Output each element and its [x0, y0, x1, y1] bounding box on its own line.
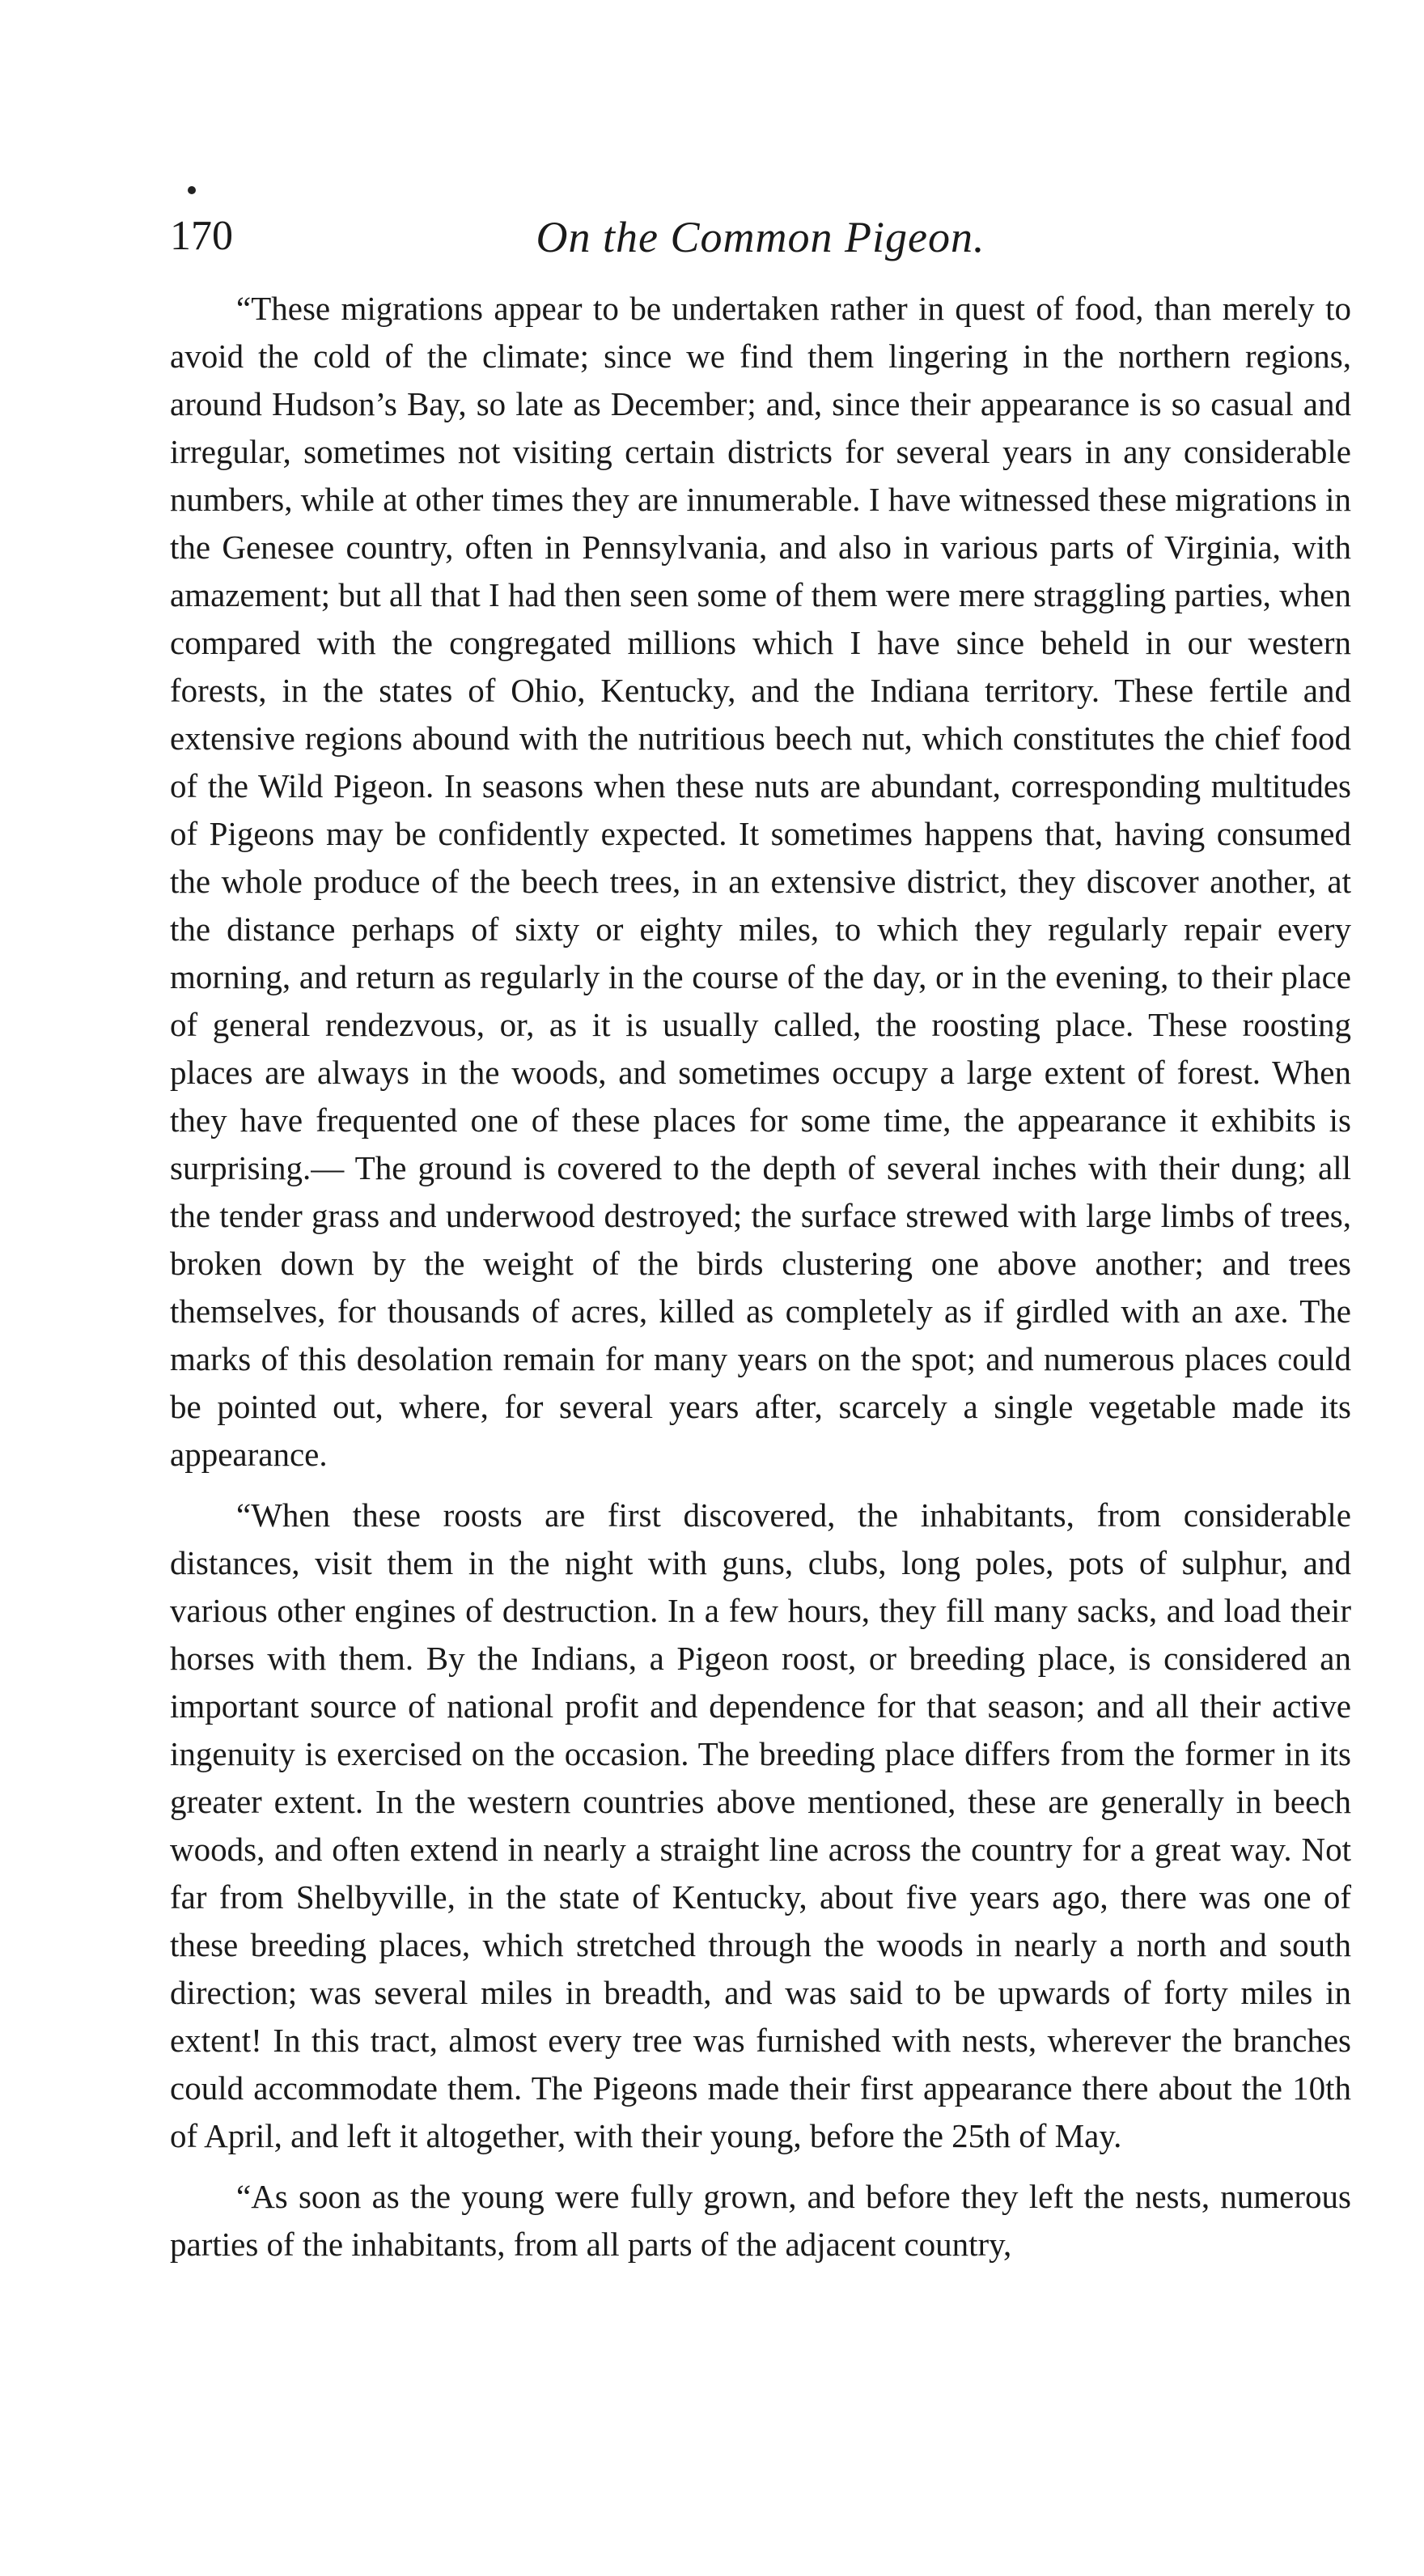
running-title: On the Common Pigeon. [536, 213, 985, 261]
page-header [170, 209, 1351, 282]
printer-mark [188, 186, 196, 194]
paragraph-2: “When these roosts are first discovered, the inhabitants, from considerable distances, visit them in the night with guns, clubs, long poles, pots of sulphur, and various other engines of destruction. In a few hours, they fill many sacks, and load their horses with them. By the Indians, a Pigeon roost, or breeding place, is considered an important source of national profit and dependence for that season; and all their active ingenuity is exercised on the occasion. The breeding place differs from the former in its greater extent. In the western countries above mentioned, these are generally in beech woods, and often extend in nearly a straight line across the country for a great way. Not far from Shelbyville, in the state of Kentucky, about five years ago, there was one of these breeding places, which stretched through the woods in nearly a north and south direction; was several miles in breadth, and was said to be upwards of forty miles in extent! In this tract, almost every tree was furnished with nests, wherever the branches could accommodate them. The Pigeons made their first appearance there about the 10th of April, and left it altogether, with their young, before the 25th of May. [170, 1496, 1351, 2154]
page-number: 170 [170, 213, 233, 259]
body-text [170, 285, 1351, 2281]
paragraph-1: “These migrations appear to be undertaken rather in quest of food, than merely to avoid the cold of the climate; since we find them lingering in the northern regions, around Hudson’s Bay, so late as December; and, since their appearance is so casual and irregular, sometimes not visiting certain districts for several years in any considerable numbers, while at other times they are innumerable. I have witnessed these migrations in the Genesee country, often in Pennsylvania, and also in various parts of Virginia, with amazement; but all that I had then seen some of them were mere straggling parties, when compared with the congregated millions which I have since beheld in our western forests, in the states of Ohio, Kentucky, and the Indiana territory. These fertile and extensive regions abound with the nutritious beech nut, which constitutes the chief food of the Wild Pigeon. In seasons when these nuts are abundant, corresponding multitudes of Pigeons may be confidently expected. It sometimes happens that, having consumed the whole produce of the beech trees, in an extensive district, they discover another, at the distance perhaps of sixty or eighty miles, to which they regularly repair every morning, and return as regularly in the course of the day, or in the evening, to their place of general rendezvous, or, as it is usually called, the roosting place. These roosting places are always in the woods, and sometimes occupy a large extent of forest. When they have frequented one of these places for some time, the appearance it exhibits is surprising.— The ground is covered to the depth of several inches with their dung; all the tender grass and underwood destroyed; the surface strewed with large limbs of trees, broken down by the weight of the birds clustering one above another; and trees themselves, for thousands of acres, killed as completely as if girdled with an axe. The marks of this desolation remain for many years on the spot; and numerous places could be pointed out, where, for several years after, scarcely a single vegetable made its appearance. [170, 290, 1351, 1473]
paragraph-3: “As soon as the young were fully grown, and before they left the nests, numerous parties of the inhabitants, from all parts of the adjacent country, [170, 2178, 1351, 2263]
